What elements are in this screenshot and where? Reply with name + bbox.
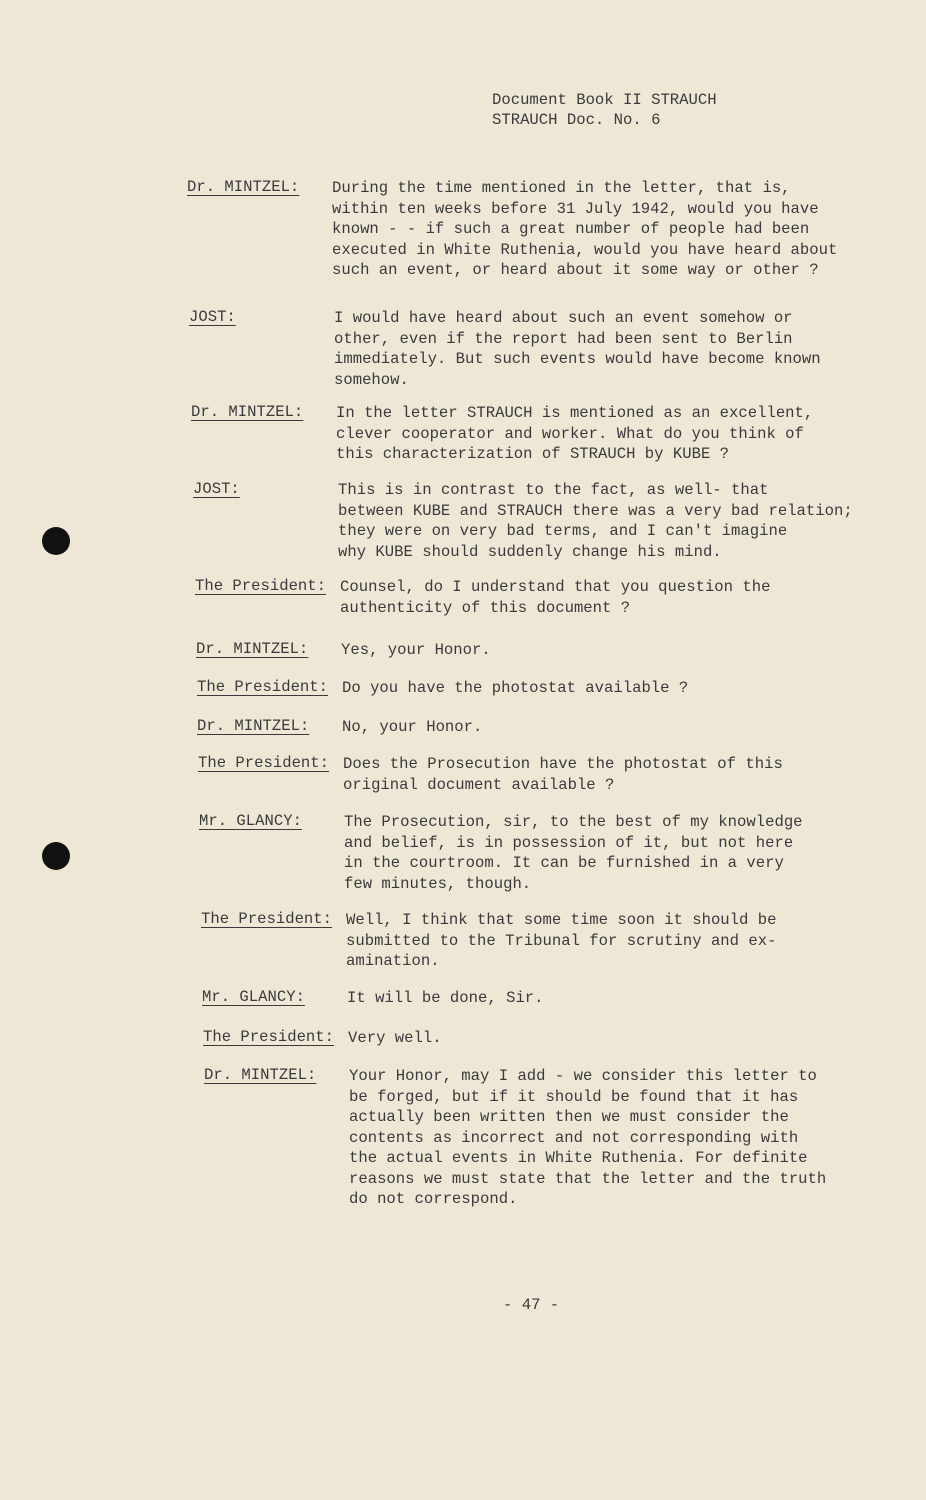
speech-text: Counsel, do I understand that you question the authenticity of this document ? (340, 578, 771, 617)
speech-text: In the letter STRAUCH is mentioned as an excellent, clever cooperator and worker. What do you think of this characterization of STRAUCH by KUBE ? (336, 404, 814, 463)
speaker-label: The President: (201, 910, 333, 928)
speech-text: No, your Honor. (342, 718, 483, 736)
speaker-label: JOST: (193, 480, 240, 498)
header-line-1: Document Book II STRAUCH (492, 91, 717, 109)
punch-hole (42, 842, 70, 870)
header-line-2: STRAUCH Doc. No. 6 (492, 111, 661, 129)
speaker-label: The President: (197, 678, 329, 696)
speaker-label: Mr. GLANCY: (202, 988, 305, 1006)
speech-text: During the time mentioned in the letter, that is, within ten weeks before 31 July 1942, would you have known - - if such a great number of people had been executed in White Ruthenia, would you have heard about such an event, or heard about it some way or other ? (332, 179, 838, 279)
speaker-label: Dr. MINTZEL: (187, 178, 300, 196)
punch-hole (42, 527, 70, 555)
speech-text: Well, I think that some time soon it should be submitted to the Tribunal for scrutiny and ex- amination. (346, 911, 777, 970)
speaker-label: Mr. GLANCY: (199, 812, 302, 830)
speech-text: The Prosecution, sir, to the best of my knowledge and belief, is in possession of it, but not here in the courtroom. It can be furnished in a very few minutes, though. (344, 813, 803, 893)
speaker-label: The President: (203, 1028, 335, 1046)
document-header (492, 90, 717, 130)
speech-text: Does the Prosecution have the photostat of this original document available ? (343, 755, 783, 794)
speaker-label: Dr. MINTZEL: (197, 717, 310, 735)
speaker-label: Dr. MINTZEL: (204, 1066, 317, 1084)
speech-text: I would have heard about such an event somehow or other, even if the report had been sent to Berlin immediately. But such events would have become known somehow. (334, 309, 821, 389)
speaker-label: Dr. MINTZEL: (191, 403, 304, 421)
speaker-label: The President: (198, 754, 330, 772)
speech-text: It will be done, Sir. (347, 989, 544, 1007)
speech-text: Your Honor, may I add - we consider this letter to be forged, but if it should be found that it has actually been written then we must consider the contents as incorrect and not corresponding with the actual events in White Ruthenia. For definite reasons we must state that the letter and the truth do not correspond. (349, 1067, 827, 1208)
speech-text: This is in contrast to the fact, as well- that between KUBE and STRAUCH there was a very bad relation; they were on very bad terms, and I can't imagine why KUBE should suddenly change his mind. (338, 481, 853, 561)
speech-text: Yes, your Honor. (341, 641, 491, 659)
speaker-label: Dr. MINTZEL: (196, 640, 309, 658)
speech-text: Do you have the photostat available ? (342, 679, 689, 697)
speech-text: Very well. (348, 1029, 442, 1047)
speaker-label: The President: (195, 577, 327, 595)
page-number: - 47 - (503, 1296, 560, 1314)
speaker-label: JOST: (189, 308, 236, 326)
